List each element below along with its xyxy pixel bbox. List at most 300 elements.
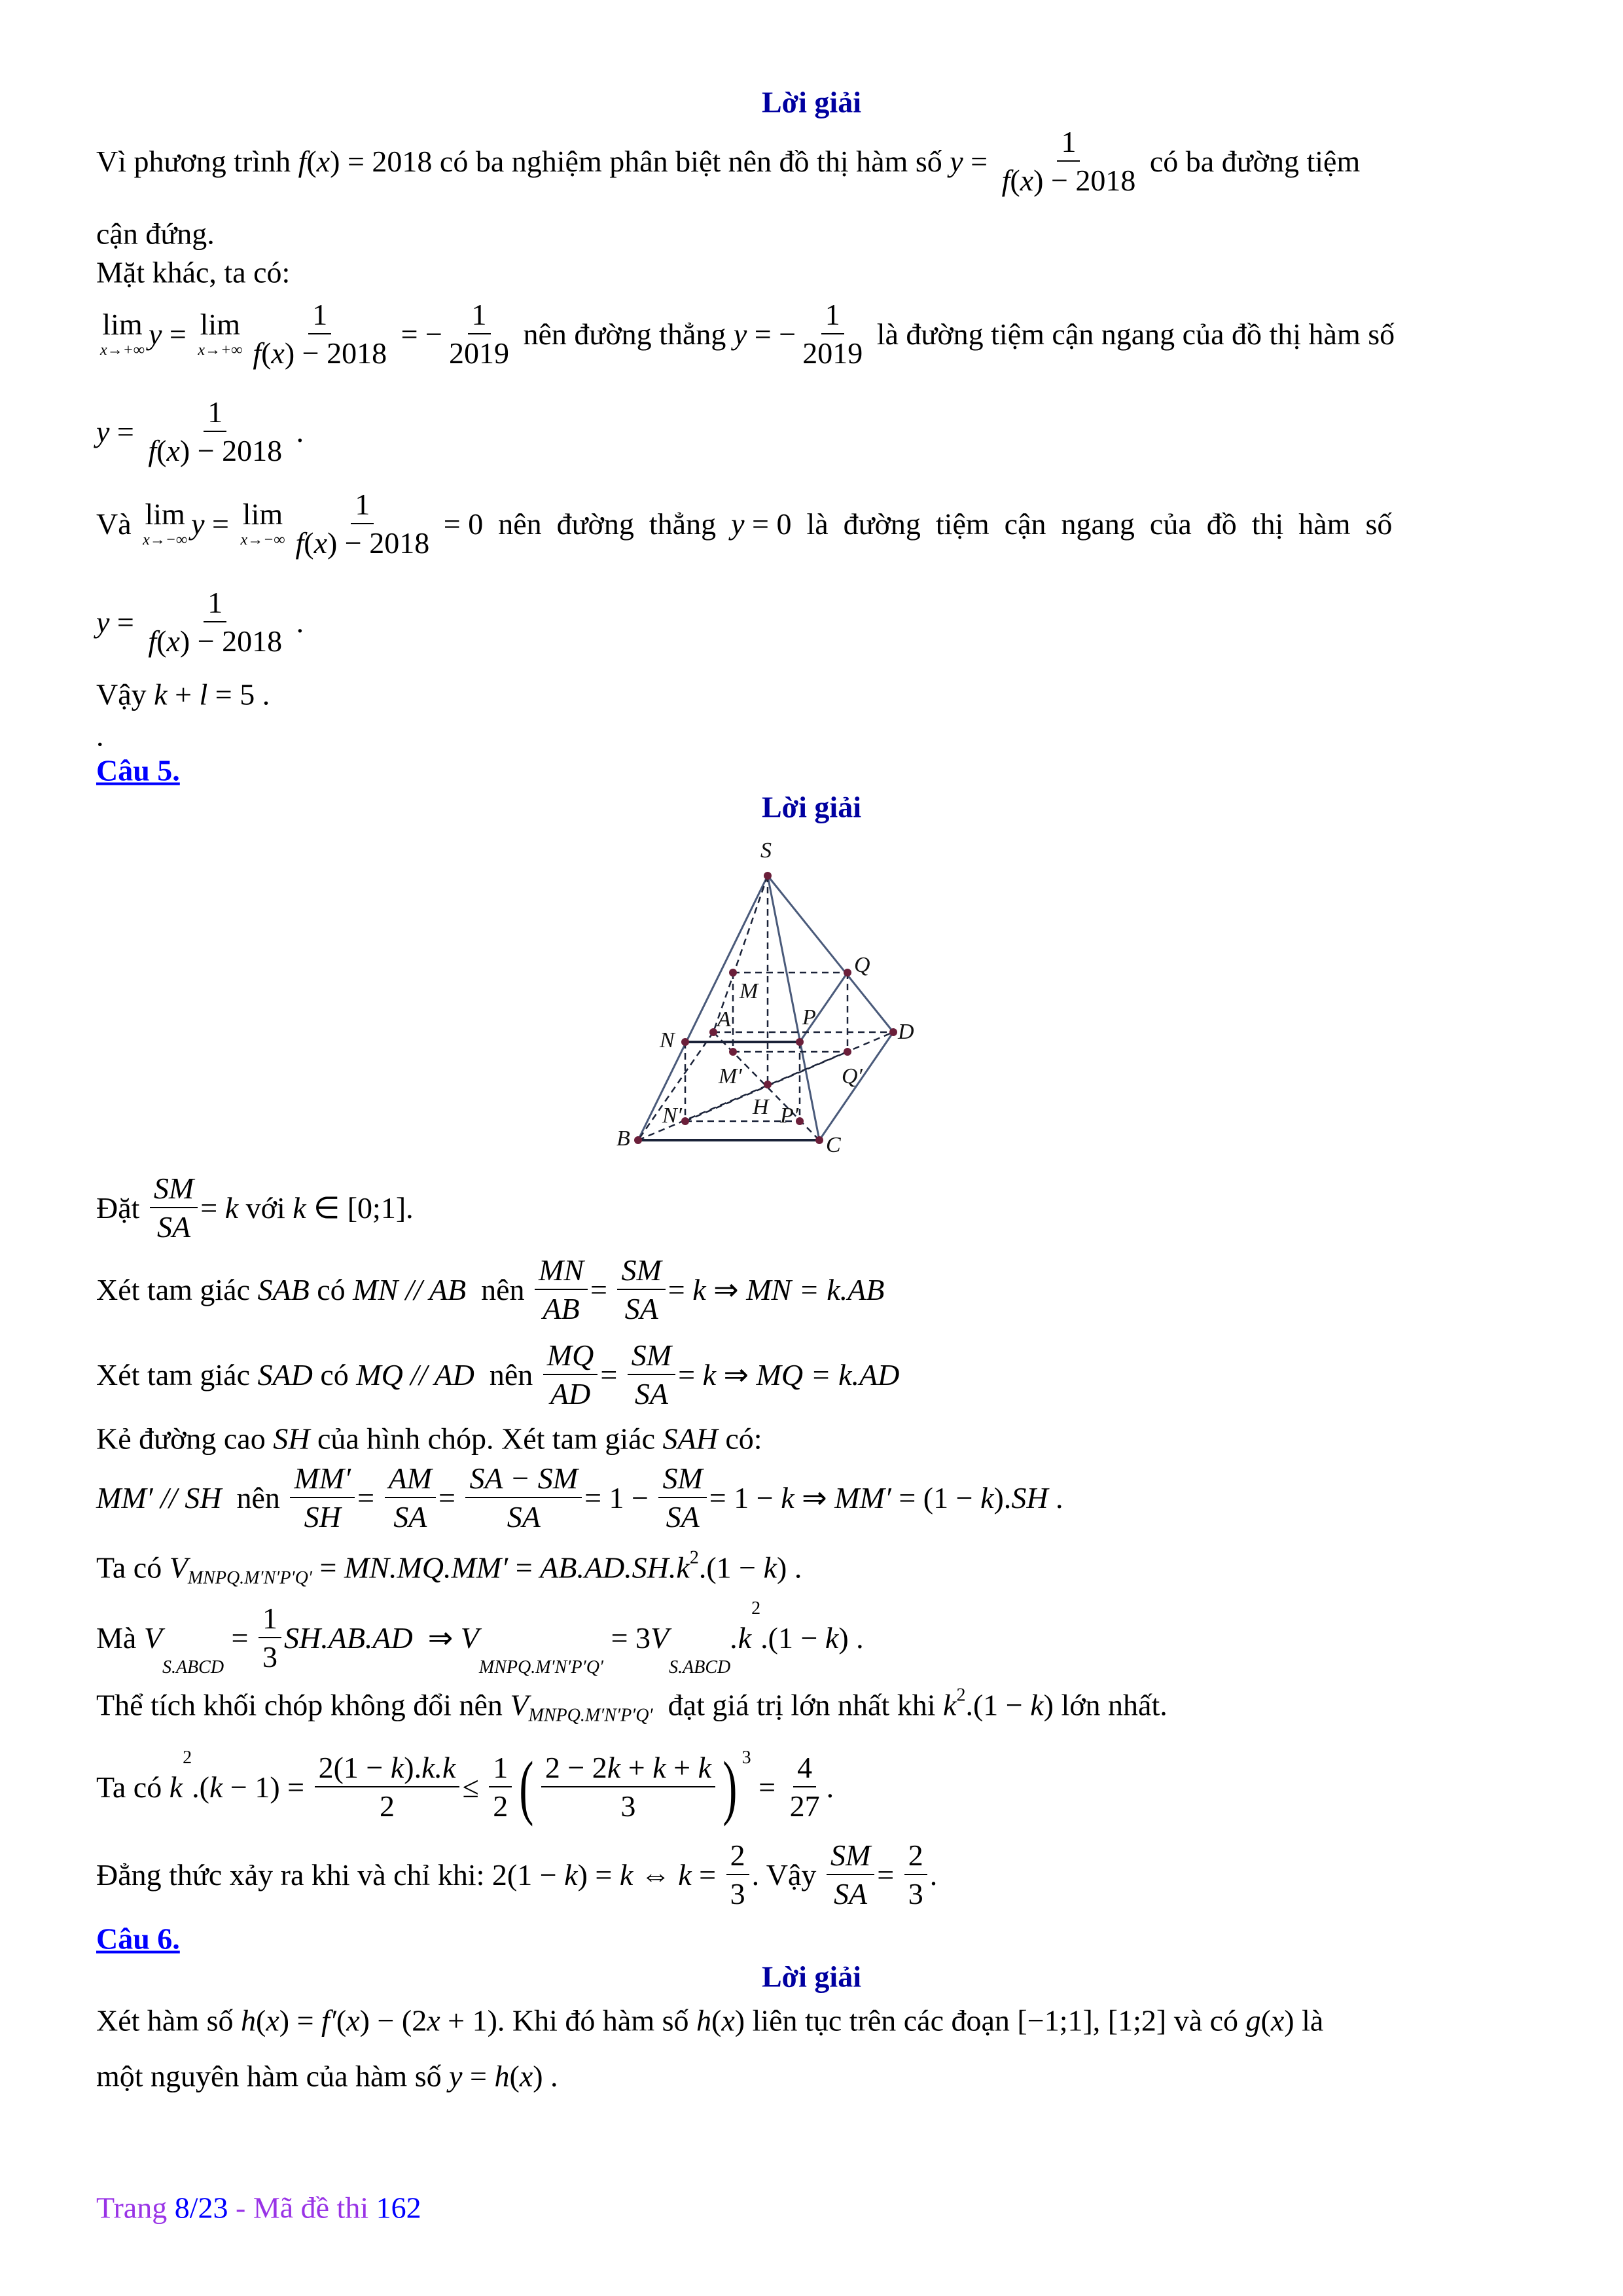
math-variable: SA — [624, 1292, 658, 1325]
text-segment: . — [1048, 1480, 1063, 1515]
text-segment: . — [96, 719, 104, 753]
text-segment: = — [357, 1480, 382, 1515]
text-segment: 2 − 2 — [544, 1751, 607, 1784]
text-segment: = — [877, 1857, 902, 1892]
text-segment: 2(1 − — [318, 1751, 391, 1784]
math-variable: SM — [631, 1338, 672, 1372]
math-variable: f — [253, 336, 262, 370]
math-variable: SA — [634, 1377, 668, 1410]
text-segment: 1 — [471, 298, 487, 331]
text-segment: ≤ — [462, 1770, 487, 1804]
text-segment: + — [666, 1751, 698, 1784]
formula-line — [96, 1461, 1063, 1534]
math-fraction — [998, 124, 1140, 198]
text-segment: = — [590, 1272, 615, 1306]
text-segment: . — [289, 414, 304, 448]
math-variable: k — [390, 1751, 404, 1784]
math-variable: SA — [507, 1500, 541, 1534]
text-segment: ⇒ — [412, 1621, 461, 1655]
text-segment: có: — [717, 1422, 762, 1456]
text-segment: 2 — [380, 1789, 395, 1823]
text-segment: = — [224, 1621, 256, 1655]
text-segment: ⇒ — [705, 1273, 747, 1306]
fraction-denominator — [300, 1498, 345, 1534]
footer-page-word: Trang — [96, 2191, 175, 2225]
edge-SB — [638, 876, 768, 1140]
text-segment: . — [826, 1770, 834, 1804]
text-segment: ( — [256, 2003, 266, 2037]
text-segment: 1 — [262, 1602, 277, 1635]
math-variable: SM — [662, 1462, 703, 1495]
text-segment: + 1). Khi đó hàm số — [440, 2003, 696, 2037]
limit-operator: lim — [242, 497, 283, 531]
paragraph-line — [96, 217, 215, 251]
fraction-denominator — [798, 334, 866, 370]
text-segment: = — [508, 1551, 541, 1585]
text-segment: Vậy — [96, 677, 154, 711]
text-segment: Xét hàm số — [96, 2003, 241, 2037]
text-segment: ) − 2018 — [179, 624, 283, 658]
math-variable: f — [295, 526, 304, 560]
text-segment: 2019 — [802, 336, 863, 370]
math-superscript: 2 — [689, 1547, 699, 1568]
label-B: B — [616, 1126, 630, 1151]
text-segment: = (1 − — [891, 1480, 981, 1515]
fraction-denominator — [259, 1638, 281, 1674]
math-fraction — [786, 1750, 824, 1823]
text-segment: có — [309, 1272, 353, 1306]
math-variable: SA — [393, 1500, 427, 1534]
limit-operator: lim — [102, 308, 143, 341]
text-segment: Mà — [96, 1621, 144, 1655]
text-segment: 1 — [312, 298, 328, 331]
math-superscript: 2 — [751, 1598, 761, 1619]
text-segment: = − — [747, 317, 796, 351]
math-subscript: MNPQ.M′N′P′Q′ — [187, 1568, 312, 1588]
math-fraction — [465, 1461, 582, 1534]
math-variable: k — [169, 1770, 183, 1804]
fraction-numerator — [1057, 124, 1080, 162]
math-variable: k — [825, 1621, 839, 1655]
math-variable: x — [1020, 164, 1034, 197]
text-segment: = — [751, 1770, 783, 1804]
math-variable: MM′ — [294, 1462, 351, 1495]
text-segment: 3 — [730, 1877, 745, 1910]
text-segment: 3 — [262, 1640, 277, 1674]
text-segment: Lời giải — [762, 1960, 861, 1994]
math-variable: V — [460, 1621, 479, 1655]
text-segment: ) lớn nhất. — [1043, 1688, 1168, 1722]
text-segment: ∈ [0;1]. — [306, 1191, 414, 1225]
math-variable: k — [154, 677, 168, 711]
formula-line — [96, 1253, 884, 1326]
math-fraction — [144, 585, 286, 658]
math-fraction — [385, 1461, 436, 1534]
paragraph-line — [96, 1685, 1168, 1726]
solution-heading — [0, 1960, 1623, 1994]
math-variable: f — [148, 434, 157, 467]
label-H: H — [753, 1095, 769, 1119]
fraction-denominator — [631, 1375, 672, 1411]
math-subscript: S.ABCD — [162, 1657, 224, 1677]
text-segment: của hình chóp. Xét tam giác — [310, 1422, 663, 1456]
label-Q: Q — [854, 953, 870, 977]
text-segment: Câu 6. — [96, 1922, 180, 1956]
paragraph-line — [96, 2059, 558, 2094]
math-variable: V — [169, 1551, 188, 1585]
question-6-link[interactable] — [96, 1922, 180, 1956]
text-segment: 3 — [908, 1877, 923, 1910]
math-variable: SM — [830, 1839, 871, 1872]
math-variable: MQ — [546, 1338, 594, 1372]
label-M-prime: M′ — [719, 1064, 742, 1088]
math-limit — [100, 310, 145, 358]
page-footer — [96, 2191, 421, 2225]
text-segment: ( — [1260, 2003, 1271, 2037]
math-variable: k — [652, 1751, 666, 1784]
fraction-denominator — [389, 1498, 431, 1534]
formula-line — [96, 487, 1392, 560]
text-segment: 1 — [355, 488, 370, 521]
text-segment: . Vậy — [751, 1857, 824, 1892]
math-bracket: ) — [722, 1747, 738, 1827]
text-segment: = — [312, 1551, 344, 1585]
label-P-prime: P′ — [780, 1103, 799, 1128]
fraction-numerator — [308, 297, 331, 334]
math-variable: MN = k.AB — [746, 1272, 885, 1306]
math-subscript: MNPQ.M′N′P′Q′ — [528, 1705, 653, 1726]
text-segment: + — [620, 1751, 653, 1784]
text-segment: Xét tam giác — [96, 1357, 258, 1391]
text-segment: Xét tam giác — [96, 1272, 258, 1306]
paragraph-line — [96, 124, 1360, 198]
text-segment: ) − 2018 — [284, 336, 387, 370]
math-variable: x — [427, 2003, 440, 2037]
text-segment: = 3 — [603, 1621, 651, 1655]
text-segment: ) = — [577, 1857, 620, 1892]
math-variable: SH.AB.AD — [284, 1621, 413, 1655]
footer-exam-code: 162 — [376, 2191, 421, 2225]
math-fraction — [658, 1461, 706, 1534]
text-segment: có ba đường tiệm — [1142, 144, 1361, 178]
math-variable: y — [733, 317, 747, 351]
text-segment: Lời giải — [762, 85, 861, 119]
text-segment: . — [289, 605, 304, 639]
math-variable: SA — [157, 1210, 191, 1244]
text-segment: ( — [509, 2059, 520, 2093]
math-variable: AM — [388, 1462, 432, 1495]
math-variable: k — [293, 1191, 306, 1225]
math-variable: k — [980, 1480, 994, 1515]
text-segment: ⇒ — [715, 1358, 757, 1391]
math-fraction — [144, 395, 286, 468]
text-segment: một nguyên hàm của hàm số — [96, 2059, 450, 2093]
math-variable: MN — [539, 1253, 584, 1287]
text-segment: = — [691, 1857, 724, 1892]
math-variable: f — [298, 144, 307, 178]
text-segment: Ta có — [96, 1770, 169, 1804]
text-segment: đạt giá trị lớn nhất khi — [652, 1688, 944, 1722]
math-variable: k — [209, 1770, 223, 1804]
text-segment: Đặt — [96, 1191, 147, 1225]
fraction-denominator — [904, 1875, 927, 1911]
math-variable: x — [271, 336, 285, 370]
text-segment: + — [167, 677, 200, 711]
text-segment: = 0 nên đường thẳng — [436, 507, 732, 541]
math-variable: MM′ — [834, 1480, 891, 1515]
text-segment: nên đường thẳng — [516, 317, 734, 351]
text-segment: ) − 2018 — [327, 526, 430, 560]
text-segment: = — [200, 1191, 225, 1225]
fraction-numerator — [259, 1601, 281, 1638]
math-variable: SA − SM — [469, 1462, 579, 1495]
math-variable: y — [191, 507, 205, 541]
math-variable: k — [692, 1272, 706, 1306]
fraction-numerator — [385, 1461, 436, 1498]
fraction-numerator — [468, 297, 491, 334]
footer-separator: - Mã đề thi — [228, 2191, 376, 2225]
formula-line — [96, 585, 304, 658]
math-variable: x — [266, 2003, 279, 2037]
text-segment: .( — [192, 1770, 209, 1804]
math-variable: AD — [550, 1377, 591, 1410]
math-fraction — [445, 297, 513, 370]
fraction-denominator — [249, 334, 391, 370]
fraction-denominator — [503, 1498, 544, 1534]
text-segment: 1 — [1061, 125, 1077, 158]
text-segment: ( — [156, 434, 167, 467]
math-limit — [198, 310, 242, 358]
math-variable: SM — [153, 1172, 194, 1205]
math-fraction — [798, 297, 866, 370]
fraction-numerator — [150, 1171, 198, 1208]
text-segment: cận đứng. — [96, 217, 215, 251]
text-segment: ) = — [279, 2003, 322, 2037]
math-variable: k — [763, 1551, 777, 1585]
text-segment: = — [109, 414, 142, 448]
limit-operator: lim — [200, 308, 240, 341]
fraction-numerator — [535, 1253, 588, 1290]
fraction-numerator — [290, 1461, 355, 1498]
math-variable: k — [607, 1751, 621, 1784]
math-variable: x — [166, 624, 180, 658]
math-fraction — [904, 1838, 927, 1911]
text-segment: ) . — [838, 1621, 864, 1655]
text-segment: 3 — [620, 1789, 636, 1823]
text-segment: với — [238, 1191, 293, 1225]
paragraph-line — [96, 2003, 1323, 2038]
text-segment: 1 — [207, 586, 223, 619]
math-variable: SH — [273, 1422, 310, 1456]
math-variable: x — [316, 144, 330, 178]
fraction-denominator — [144, 432, 286, 468]
math-variable: k — [564, 1857, 578, 1892]
fraction-denominator — [830, 1875, 871, 1911]
label-Q-prime: Q′ — [842, 1064, 863, 1088]
text-segment: ⇔ — [633, 1857, 679, 1892]
text-segment: = − — [393, 317, 442, 351]
text-segment: 2 — [730, 1839, 745, 1872]
label-A: A — [717, 1007, 731, 1031]
math-variable: V — [651, 1621, 669, 1655]
fraction-denominator — [376, 1787, 399, 1823]
text-segment: 2019 — [449, 336, 509, 370]
label-N: N — [660, 1028, 675, 1052]
math-variable: SH — [1011, 1480, 1048, 1515]
text-segment: ( — [1010, 164, 1020, 197]
text-segment: ( — [156, 624, 167, 658]
fraction-denominator — [144, 622, 286, 658]
math-variable: SM — [621, 1253, 662, 1287]
text-segment: nên — [474, 1357, 541, 1391]
math-fraction — [827, 1838, 874, 1911]
fraction-denominator — [546, 1375, 594, 1411]
math-variable: y — [148, 317, 162, 351]
math-variable: y — [96, 414, 110, 448]
math-variable: h — [494, 2059, 510, 2093]
text-segment: = — [600, 1357, 625, 1391]
edge-SD — [768, 876, 893, 1032]
math-fraction — [259, 1601, 281, 1674]
text-segment: = 5 . — [207, 677, 270, 711]
text-segment: là đường tiệm cận ngang của đồ thị hàm số — [869, 317, 1395, 351]
math-variable: x — [346, 2003, 360, 2037]
math-variable: SAD — [257, 1357, 313, 1391]
fraction-denominator — [616, 1787, 639, 1823]
math-fraction — [617, 1253, 665, 1326]
math-variable: y — [96, 605, 110, 639]
label-D: D — [898, 1020, 914, 1044]
math-variable: MN // AB — [353, 1272, 467, 1306]
fraction-numerator — [204, 395, 226, 432]
math-fraction — [249, 297, 391, 370]
text-segment: .(1 − — [760, 1621, 825, 1655]
math-variable: k — [619, 1857, 633, 1892]
math-variable: y — [449, 2059, 463, 2093]
math-superscript: 3 — [741, 1748, 751, 1768]
text-segment: ) − (2 — [359, 2003, 427, 2037]
math-variable: x — [519, 2059, 533, 2093]
text-segment: .(1 − — [965, 1688, 1031, 1722]
math-variable: AB.AD.SH.k — [540, 1551, 690, 1585]
text-segment: ( — [336, 2003, 347, 2037]
limit-subscript: x→+∞ — [100, 342, 145, 359]
text-segment: Mặt khác, ta có: — [96, 255, 291, 289]
math-fraction — [489, 1750, 512, 1823]
math-variable: y — [731, 507, 745, 541]
formula-line — [96, 1547, 802, 1588]
text-segment: Câu 5. — [96, 753, 180, 787]
math-variable: k — [698, 1751, 711, 1784]
fraction-denominator — [621, 1290, 662, 1326]
text-segment: = 1 − — [709, 1480, 781, 1515]
label-M: M — [740, 979, 758, 1003]
math-variable: h — [241, 2003, 257, 2037]
fraction-denominator — [539, 1290, 583, 1326]
math-fraction — [726, 1838, 749, 1911]
text-segment: 1 — [493, 1751, 508, 1784]
math-superscript: 2 — [956, 1685, 966, 1706]
math-variable: k — [781, 1480, 794, 1515]
math-fraction — [150, 1171, 198, 1244]
math-variable: V — [510, 1688, 529, 1722]
math-limit — [143, 499, 187, 548]
text-segment: ( — [306, 144, 317, 178]
math-variable: k — [678, 1857, 692, 1892]
text-segment: = — [963, 144, 995, 178]
footer-page-number: 8/23 — [174, 2191, 228, 2225]
math-variable: SH — [304, 1500, 341, 1534]
label-P: P — [802, 1005, 816, 1030]
fraction-numerator — [904, 1838, 927, 1875]
math-fraction — [290, 1461, 355, 1534]
text-segment: Thể tích khối chóp không đổi nên — [96, 1688, 510, 1722]
text-segment: = 0 là đường tiệm cận ngang của đồ thị hàm số — [744, 507, 1393, 541]
math-variable: l — [199, 677, 208, 711]
formula-line — [96, 1338, 899, 1411]
text-segment: 27 — [789, 1789, 820, 1823]
question-5-link[interactable] — [96, 753, 180, 788]
solution-heading — [0, 85, 1623, 120]
text-segment: ). — [993, 1480, 1012, 1515]
text-segment: ) là — [1284, 2003, 1324, 2037]
text-segment: = — [162, 317, 194, 351]
fraction-numerator — [617, 1253, 665, 1290]
math-variable: SAB — [257, 1272, 310, 1306]
label-C: C — [826, 1133, 841, 1157]
math-variable: x — [166, 434, 180, 467]
text-segment: Kẻ đường cao — [96, 1422, 274, 1456]
paragraph-line — [96, 1422, 762, 1456]
fraction-numerator — [827, 1838, 874, 1875]
fraction-numerator — [204, 585, 226, 622]
text-segment: 2 — [493, 1789, 508, 1823]
text-segment: = — [462, 2059, 495, 2093]
text-segment: Đẳng thức xảy ra khi và chỉ khi: 2(1 − — [96, 1857, 565, 1892]
math-variable: f′ — [321, 2003, 336, 2037]
paragraph-line — [96, 719, 104, 753]
math-variable: f — [148, 624, 157, 658]
fraction-denominator — [291, 524, 433, 560]
math-variable: MQ // AD — [356, 1357, 474, 1391]
text-segment: ( — [261, 336, 272, 370]
formula-line — [96, 1598, 864, 1677]
fraction-numerator — [821, 297, 844, 334]
fraction-numerator — [465, 1461, 582, 1498]
fraction-numerator — [793, 1750, 816, 1787]
math-variable: k.k — [421, 1751, 456, 1784]
paragraph-line — [96, 677, 270, 712]
text-segment: Vì phương trình — [96, 144, 298, 178]
text-segment: ) liên tục trên các đoạn [−1;1], [1;2] và có — [734, 2003, 1246, 2037]
math-variable: MQ = k.AD — [756, 1357, 900, 1391]
text-segment: = — [109, 605, 142, 639]
formula-line — [96, 1747, 834, 1827]
paragraph-line — [96, 255, 290, 290]
math-fraction — [291, 487, 433, 560]
fraction-numerator — [351, 487, 374, 524]
math-limit — [240, 499, 285, 548]
fraction-numerator — [543, 1338, 598, 1375]
label-N-prime: N′ — [662, 1103, 683, 1128]
math-variable: k — [943, 1688, 957, 1722]
math-variable: x — [1270, 2003, 1285, 2037]
formula-line — [96, 1838, 937, 1911]
text-segment: Lời giải — [762, 790, 861, 824]
text-segment: ) . — [777, 1551, 802, 1585]
text-segment: .(1 − — [698, 1551, 764, 1585]
text-segment: 4 — [797, 1751, 813, 1784]
